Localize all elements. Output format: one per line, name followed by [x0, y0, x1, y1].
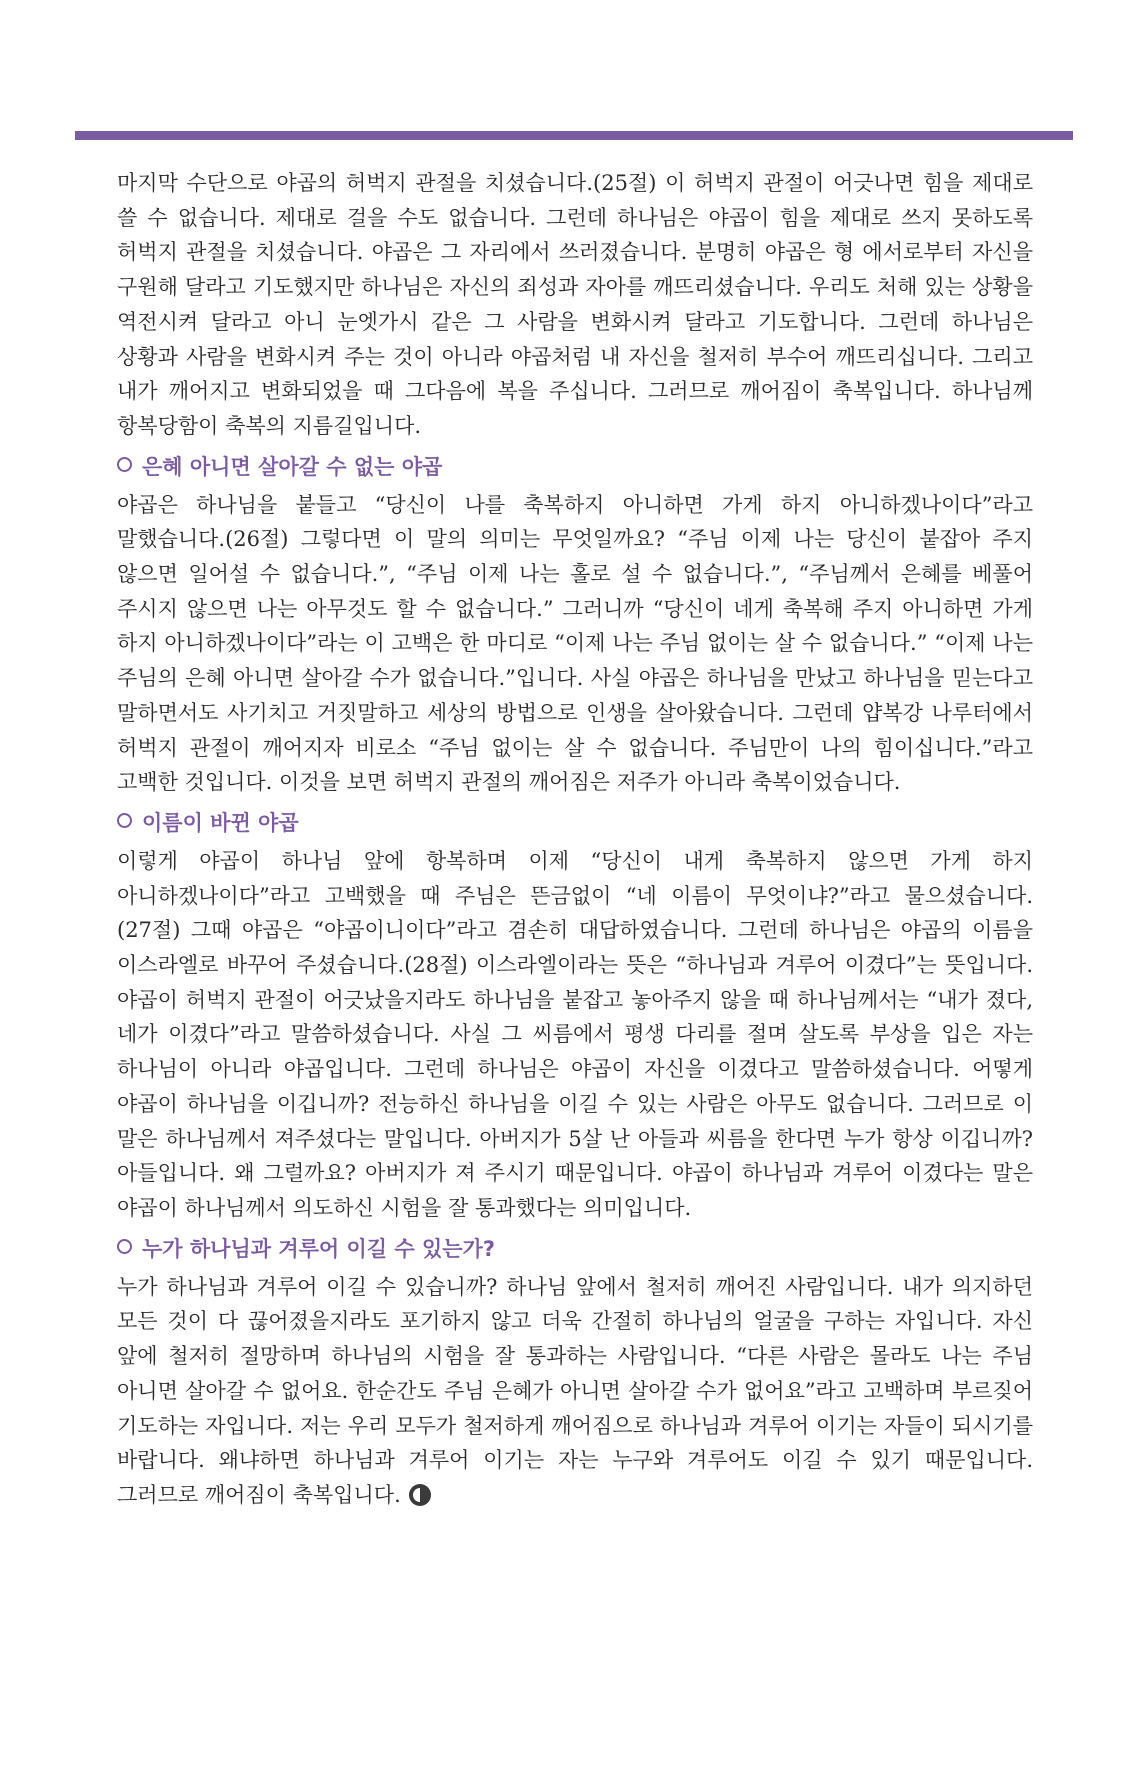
- top-accent-rule: [75, 131, 1073, 140]
- circle-bullet-icon: [117, 1239, 132, 1254]
- circle-bullet-icon: [117, 457, 132, 472]
- section-heading-text: 은혜 아니면 살아갈 수 없는 야곱: [142, 454, 443, 479]
- circle-bullet-icon: [117, 813, 132, 828]
- section-heading-grace: [117, 450, 1033, 484]
- section-heading-new-name: [117, 806, 1033, 840]
- section-heading-text: 이름이 바뀐 야곱: [142, 810, 299, 835]
- section-paragraph-who-can-win: [117, 1270, 1033, 1513]
- section-heading-who-can-win: [117, 1232, 1033, 1266]
- section-paragraph-text: 누가 하나님과 겨루어 이길 수 있습니까? 하나님 앞에서 철저히 깨어진 사람입니다. 내가 의지하던 모든 것이 다 끊어졌을지라도 포기하지 않고 더욱 간절히 하나님의 얼굴을 구하는 자입니다. 자신 앞에 철저히 절망하며 하나님의 시험을 잘 통과하는 사람입니다. “다른 사람은 몰라도 나는 주님 아니면 살아갈 수 없어요. 한순간도 주님 은혜가 아니면 살아갈 수가 없어요”라고 고백하며 부르짖어 기도하는 자입니다. 저는 우리 모두가 철저하게 깨어짐으로 하나님과 겨루어 이기는 자들이 되시기를 바랍니다. 왜냐하면 하나님과 겨루어 이기는 자는 누구와 겨루어도 이길 수 있기 때문입니다. 그러므로 깨어짐이 축복입니다.: [117, 1274, 1033, 1507]
- end-of-article-icon: [409, 1484, 431, 1506]
- intro-paragraph: 마지막 수단으로 야곱의 허벅지 관절을 치셨습니다.(25절) 이 허벅지 관절이 어긋나면 힘을 제대로 쓸 수 없습니다. 제대로 걸을 수도 없습니다. 그런데 하나님은 야곱이 힘을 제대로 쓰지 못하도록 허벅지 관절을 치셨습니다. 야곱은 그 자리에서 쓰러졌습니다. 분명히 야곱은 형 에서로부터 자신을 구원해 달라고 기도했지만 하나님은 자신의 죄성과 자아를 깨뜨리셨습니다. 우리도 처해 있는 상황을 역전시켜 달라고 아니 눈엣가시 같은 그 사람을 변화시켜 달라고 기도합니다. 그런데 하나님은 상황과 사람을 변화시켜 주는 것이 아니라 야곱처럼 내 자신을 철저히 부수어 깨뜨리십니다. 그리고 내가 깨어지고 변화되었을 때 그다음에 복을 주십니다. 그러므로 깨어짐이 축복입니다. 하나님께 항복당함이 축복의 지름길입니다.: [117, 171, 1033, 438]
- section-paragraph-grace: 야곱은 하나님을 붙들고 “당신이 나를 축복하지 아니하면 가게 하지 아니하겠나이다”라고 말했습니다.(26절) 그렇다면 이 말의 의미는 무엇일까요? “주님 이제 나는 당신이 붙잡아 주지 않으면 일어설 수 없습니다.”, “주님 이제 나는 홀로 설 수 없습니다.”, “주님께서 은혜를 베풀어 주시지 않으면 나는 아무것도 할 수 없습니다.” 그러니까 “당신이 네게 축복해 주지 아니하면 가게 하지 아니하겠나이다”라는 이 고백은 한 마디로 “이제 나는 주님 없이는 살 수 없습니다.” “이제 나는 주님의 은혜 아니면 살아갈 수가 없습니다.”입니다. 사실 야곱은 하나님을 만났고 하나님을 믿는다고 말하면서도 사기치고 거짓말하고 세상의 방법으로 인생을 살아왔습니다. 그런데 얍복강 나루터에서 허벅지 관절이 깨어지자 비로소 “주님 없이는 살 수 없습니다. 주님만이 나의 힘이십니다.”라고 고백한 것입니다. 이것을 보면 허벅지 관절의 깨어짐은 저주가 아니라 축복이었습니다.: [117, 492, 1033, 795]
- article-body: [117, 166, 1033, 1513]
- section-heading-text: 누가 하나님과 겨루어 이길 수 있는가?: [142, 1236, 496, 1261]
- section-paragraph-new-name: 이렇게 야곱이 하나님 앞에 항복하며 이제 “당신이 내게 축복하지 않으면 가게 하지 아니하겠나이다”라고 고백했을 때 주님은 뜬금없이 “네 이름이 무엇이냐?”라고 물으셨습니다. (27절) 그때 야곱은 “야곱이니이다”라고 겸손히 대답하였습니다. 그런데 하나님은 야곱의 이름을 이스라엘로 바꾸어 주셨습니다.(28절) 이스라엘이라는 뜻은 “하나님과 겨루어 이겼다”는 뜻입니다. 야곱이 허벅지 관절이 어긋났을지라도 하나님을 붙잡고 놓아주지 않을 때 하나님께서는 “내가 졌다, 네가 이겼다”라고 말씀하셨습니다. 사실 그 씨름에서 평생 다리를 절며 살도록 부상을 입은 자는 하나님이 아니라 야곱입니다. 그런데 하나님은 야곱이 자신을 이겼다고 말씀하셨습니다. 어떻게 야곱이 하나님을 이깁니까? 전능하신 하나님을 이길 수 있는 사람은 아무도 없습니다. 그러므로 이 말은 하나님께서 져주셨다는 말입니다. 아버지가 5살 난 아들과 씨름을 한다면 누가 항상 이깁니까? 아들입니다. 왜 그럴까요? 아버지가 져 주시기 때문입니다. 야곱이 하나님과 겨루어 이겼다는 말은 야곱이 하나님께서 의도하신 시험을 잘 통과했다는 의미입니다.: [117, 848, 1033, 1220]
